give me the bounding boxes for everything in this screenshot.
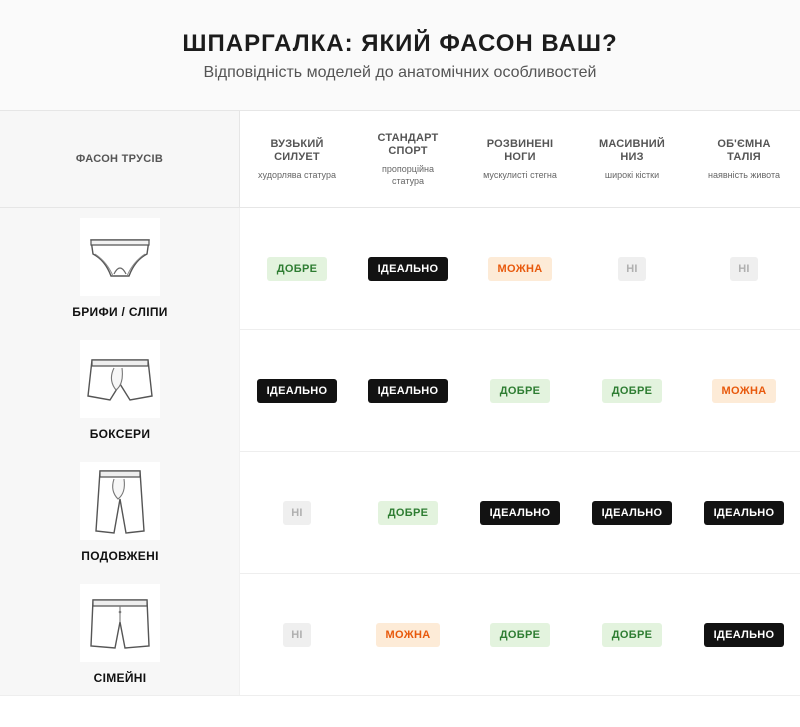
fit-cell	[688, 452, 800, 574]
corner-header: ФАСОН ТРУСІВ	[0, 111, 240, 207]
row-label	[0, 452, 240, 574]
fit-cell	[241, 574, 353, 696]
row-name: БРИФИ / СЛІПИ	[72, 305, 168, 319]
fit-cell	[352, 452, 464, 574]
row-name: СІМЕЙНІ	[93, 671, 147, 685]
fit-cell	[576, 574, 688, 696]
fit-badge: ІДЕАЛЬНО	[368, 257, 449, 281]
table-row	[0, 452, 800, 574]
trunks-icon	[80, 584, 160, 662]
long-boxers-icon	[80, 462, 160, 540]
fit-badge: МОЖНА	[712, 379, 777, 403]
fit-cell	[352, 208, 464, 330]
column-subtitle: наявність живота	[708, 169, 780, 180]
briefs-icon	[80, 218, 160, 296]
fit-cell	[464, 330, 576, 452]
column-title: ОБ'ЄМНА ТАЛІЯ	[717, 137, 771, 163]
column-title: РОЗВИНЕНІ НОГИ	[486, 137, 554, 163]
column-title: СТАНДАРТ СПОРТ	[377, 131, 439, 157]
column-subtitle: пропорційна статура	[382, 163, 434, 186]
footer-band	[0, 696, 800, 727]
column-title: МАСИВНИЙ НИЗ	[599, 137, 665, 163]
fit-cell	[352, 574, 464, 696]
table-row	[0, 208, 800, 330]
table-row	[0, 574, 800, 696]
fit-cell	[576, 208, 688, 330]
fit-cell	[464, 208, 576, 330]
fit-cell	[688, 208, 800, 330]
row-label	[0, 330, 240, 452]
fit-cell	[352, 330, 464, 452]
fit-badge: ІДЕАЛЬНО	[257, 379, 338, 403]
fit-badge: ДОБРЕ	[378, 501, 438, 525]
fit-cell	[688, 574, 800, 696]
column-header-standard	[352, 111, 464, 207]
column-header-waist	[688, 111, 800, 207]
fit-badge: ДОБРЕ	[267, 257, 327, 281]
fit-badge: ІДЕАЛЬНО	[592, 501, 673, 525]
column-header-legs	[464, 111, 576, 207]
fit-badge: НІ	[283, 501, 311, 525]
row-name: ПОДОВЖЕНІ	[81, 549, 159, 563]
fit-cell	[241, 452, 353, 574]
boxers-icon	[80, 340, 160, 418]
page-title: ШПАРГАЛКА: ЯКИЙ ФАСОН ВАШ?	[182, 30, 618, 57]
fit-cell	[241, 208, 353, 330]
column-subtitle: мускулисті стегна	[483, 169, 557, 180]
fit-cell	[464, 574, 576, 696]
fit-badge: МОЖНА	[376, 623, 441, 647]
column-subtitle: широкі кістки	[604, 169, 660, 180]
fit-badge: ІДЕАЛЬНО	[704, 501, 785, 525]
column-subtitle: худорлява статура	[258, 169, 336, 180]
row-label	[0, 208, 240, 330]
fit-cell	[576, 330, 688, 452]
fit-badge: ІДЕАЛЬНО	[704, 623, 785, 647]
fit-badge: ДОБРЕ	[490, 623, 550, 647]
column-header-massive	[576, 111, 688, 207]
fit-cell	[241, 330, 353, 452]
fit-badge: ДОБРЕ	[602, 623, 662, 647]
page-subtitle: Відповідність моделей до анатомічних особливостей	[203, 64, 597, 81]
table-header-row	[0, 111, 800, 208]
fit-cell	[688, 330, 800, 452]
column-header-slim	[241, 111, 353, 207]
row-name: БОКСЕРИ	[89, 427, 151, 441]
fit-cell	[576, 452, 688, 574]
fit-badge: ІДЕАЛЬНО	[480, 501, 561, 525]
fit-badge: ДОБРЕ	[490, 379, 550, 403]
column-title: ВУЗЬКИЙ СИЛУЕТ	[270, 137, 324, 163]
fit-badge: ІДЕАЛЬНО	[368, 379, 449, 403]
fit-badge: НІ	[283, 623, 311, 647]
fit-cell	[464, 452, 576, 574]
page-header	[0, 0, 800, 111]
row-label	[0, 574, 240, 696]
fit-badge: ДОБРЕ	[602, 379, 662, 403]
fit-badge: МОЖНА	[488, 257, 553, 281]
fit-badge: НІ	[618, 257, 646, 281]
table-row	[0, 330, 800, 452]
fit-badge: НІ	[730, 257, 758, 281]
